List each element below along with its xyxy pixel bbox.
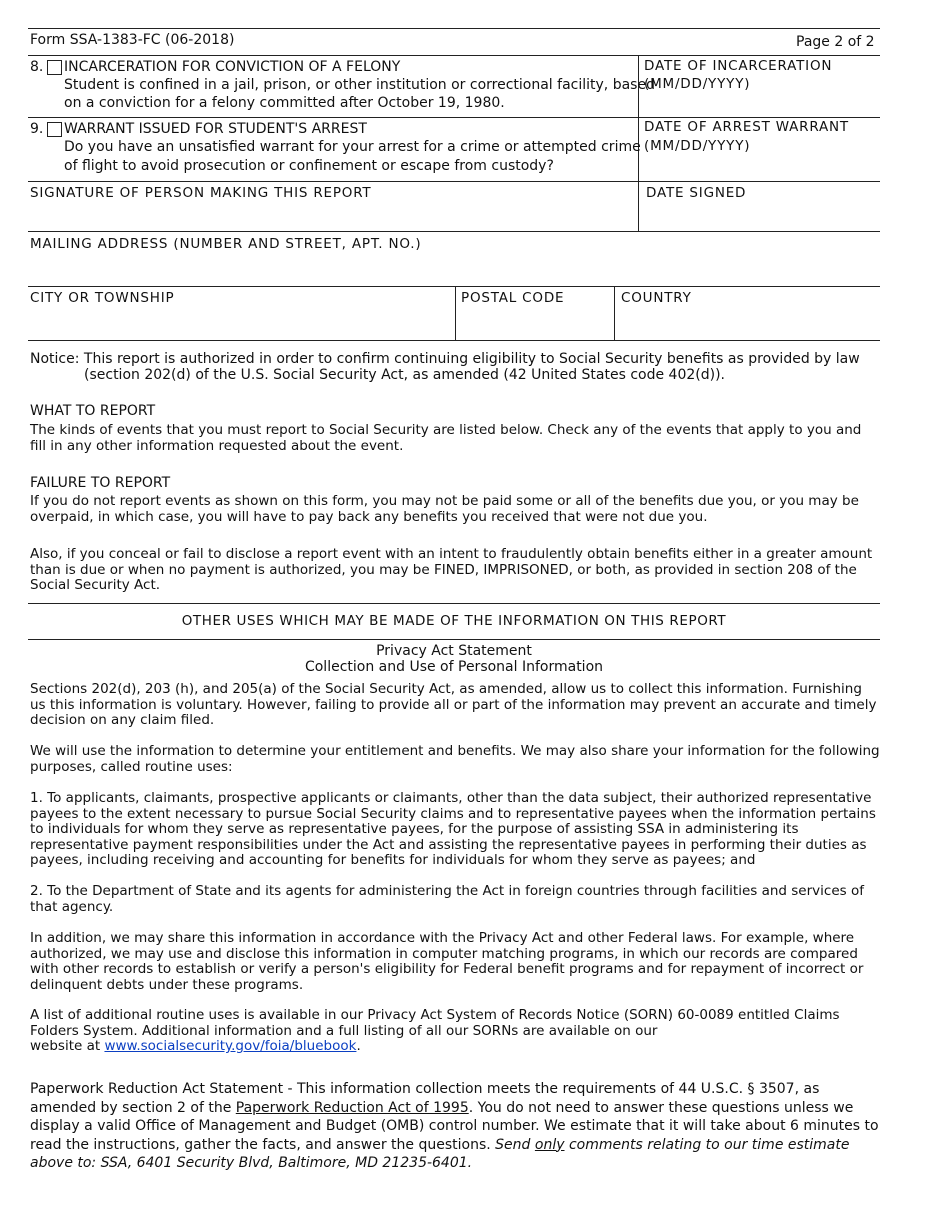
postal-code-label: POSTAL CODE [461,290,565,306]
signature-field-label: SIGNATURE OF PERSON MAKING THIS REPORT [30,185,372,201]
page-number: Page 2 of 2 [796,34,875,50]
paperwork-line-4 [30,1136,890,1155]
what-to-report-text: The kinds of events that you must report to Social Security are listed below. Check any of the events that apply to you and fill in any other information requested about the event. [30,422,862,454]
item-9-title: WARRANT ISSUED FOR STUDENT'S ARREST [64,121,367,137]
sorn-line-2: Folders System. Additional information and a full listing of all our SORNs are available on our [30,1022,658,1039]
sorn-line-1: A list of additional routine uses is available in our Privacy Act System of Records Notice (SORN) 60-0089 entitled Claims [30,1007,840,1023]
location-rule [28,340,880,341]
privacy-title: Privacy Act Statement [376,643,532,659]
privacy-paragraph-5: In addition, we may share this information in accordance with the Privacy Act and other Federal laws. For example, where authorized, we may use and disclose this information in computer matching programs, in which our records are compared with other records to establish or verify a person's eligibility for Federal benefit programs and for repayment of incorrect or delinquent debts under these programs. [30,930,864,993]
paperwork-statement [30,1080,890,1173]
paperwork-send: Send [495,1136,535,1153]
paperwork-comments: comments relating to our time estimate [564,1136,850,1153]
paperwork-line-5: above to: SSA, 6401 Security Blvd, Baltimore, MD 21235-6401. [30,1155,473,1171]
website-suffix: . [356,1038,361,1055]
website-prefix: website at [30,1038,105,1055]
paperwork-line-2-pre: amended by section 2 of the [30,1099,236,1116]
date-signed-field[interactable] [640,202,878,230]
item-9-desc-line2: of flight to avoid prosecution or confinement or escape from custody? [64,158,554,174]
item-9-date-format: (MM/DD/YYYY) [644,138,751,154]
mailing-address-label: MAILING ADDRESS (NUMBER AND STREET, APT. NO.) [30,236,422,252]
date-signed-label: DATE SIGNED [646,185,747,201]
bluebook-link[interactable]: www.socialsecurity.gov/foia/bluebook [104,1038,357,1055]
notice-line2: (section 202(d) of the U.S. Social Security Act, as amended (42 United States code 402(d)). [84,367,725,383]
header-rule [28,55,880,56]
failure-to-report-heading: FAILURE TO REPORT [30,475,171,491]
paperwork-line-2 [30,1099,890,1118]
top-rule [28,28,880,29]
failure-to-report-text1: If you do not report events as shown on this form, you may not be paid some or all of the benefits due you, or you may be overpaid, in which case, you will have to pay back any benefits you received that were not due you. [30,493,859,525]
paperwork-act-link[interactable]: Paperwork Reduction Act of 1995 [235,1099,469,1116]
item-9-number: 9. [30,121,44,137]
mailing-address-field[interactable] [28,254,878,285]
paperwork-line-3: display a valid Office of Management and Budget (OMB) control number. We estimate that it will take about 6 minutes to [30,1118,879,1134]
address-rule [28,286,880,287]
privacy-subtitle: Collection and Use of Personal Information [304,659,604,675]
privacy-paragraph-1: Sections 202(d), 203 (h), and 205(a) of the Social Security Act, as amended, allow us to collect this information. Furnishing us this information is voluntary. However, failing to provide all or part of the information may prevent an accurate and timely decision on any claim filed. [30,681,877,729]
paperwork-only: only [534,1136,565,1153]
signature-rule [28,231,880,232]
failure-to-report-text2: Also, if you conceal or fail to disclose a report event with an intent to fraudulently obtain benefits either in a greater amount than is due or when no payment is authorized, you may be FINED, IMPRISONED, or both, as provided in section 208 of the Social Security Act. [30,546,873,594]
other-uses-heading: OTHER USES WHICH MAY BE MADE OF THE INFORMATION ON THIS REPORT [181,613,727,629]
privacy-paragraph-2: We will use the information to determine your entitlement and benefits. We may also share your information for the following purposes, called routine uses: [30,743,880,775]
item-8-title: INCARCERATION FOR CONVICTION OF A FELONY [64,59,401,75]
item-9-desc-line1: Do you have an unsatisfied warrant for your arrest for a crime or attempted crime [64,139,641,155]
what-to-report-heading: WHAT TO REPORT [30,403,156,419]
city-label: CITY OR TOWNSHIP [30,290,175,306]
sorn-line-3 [30,1039,880,1055]
other-uses-bottom-rule [28,639,880,640]
item-9-checkbox[interactable] [47,122,62,137]
notice-line1: Notice: This report is authorized in order to confirm continuing eligibility to Social Security benefits as provided by law [30,351,860,367]
item-8-checkbox[interactable] [47,60,62,75]
item-9-rule [28,181,880,182]
postal-divider [614,286,615,340]
country-label: COUNTRY [621,290,692,306]
item-8-desc-line2: on a conviction for a felony committed after October 19, 1980. [64,95,505,111]
privacy-paragraph-3: 1. To applicants, claimants, prospective applicants or claimants, other than the data subject, their authorized representative payees to the extent necessary to pursue Social Security claims and to representative payees when the information pertains to individuals for whom they serve as representative payees, for the purpose of assisting SSA in administering its representative payment responsibilities under the Act and assisting the representative payees in performing their duties as payees, including receiving and accounting for benefits for individuals for whom they serve as payees; and [30,790,876,869]
paperwork-line-4-pre: read the instructions, gather the facts, and answer the questions. [30,1136,496,1153]
country-field[interactable] [616,308,878,339]
privacy-paragraph-6 [30,1008,880,1055]
paperwork-line-1: Paperwork Reduction Act Statement - This information collection meets the requirements of 44 U.S.C. § 3507, as [30,1081,820,1097]
form-id: Form SSA-1383-FC (06-2018) [30,32,235,48]
signature-field[interactable] [28,202,636,230]
paperwork-line-2-post: . You do not need to answer these questions unless we [468,1099,854,1116]
item-8-date-format: (MM/DD/YYYY) [644,76,751,92]
item-8-number: 8. [30,59,44,75]
item-9-date-label: DATE OF ARREST WARRANT [644,119,849,135]
postal-code-field[interactable] [457,308,612,339]
city-divider [455,286,456,340]
item-8-date-label: DATE OF INCARCERATION [644,58,833,74]
other-uses-top-rule [28,603,880,604]
city-field[interactable] [28,308,453,339]
item-8-desc-line1: Student is confined in a jail, prison, or other institution or correctional facility, based [64,77,655,93]
privacy-paragraph-4: 2. To the Department of State and its agents for administering the Act in foreign countries through facilities and services of that agency. [30,883,864,915]
